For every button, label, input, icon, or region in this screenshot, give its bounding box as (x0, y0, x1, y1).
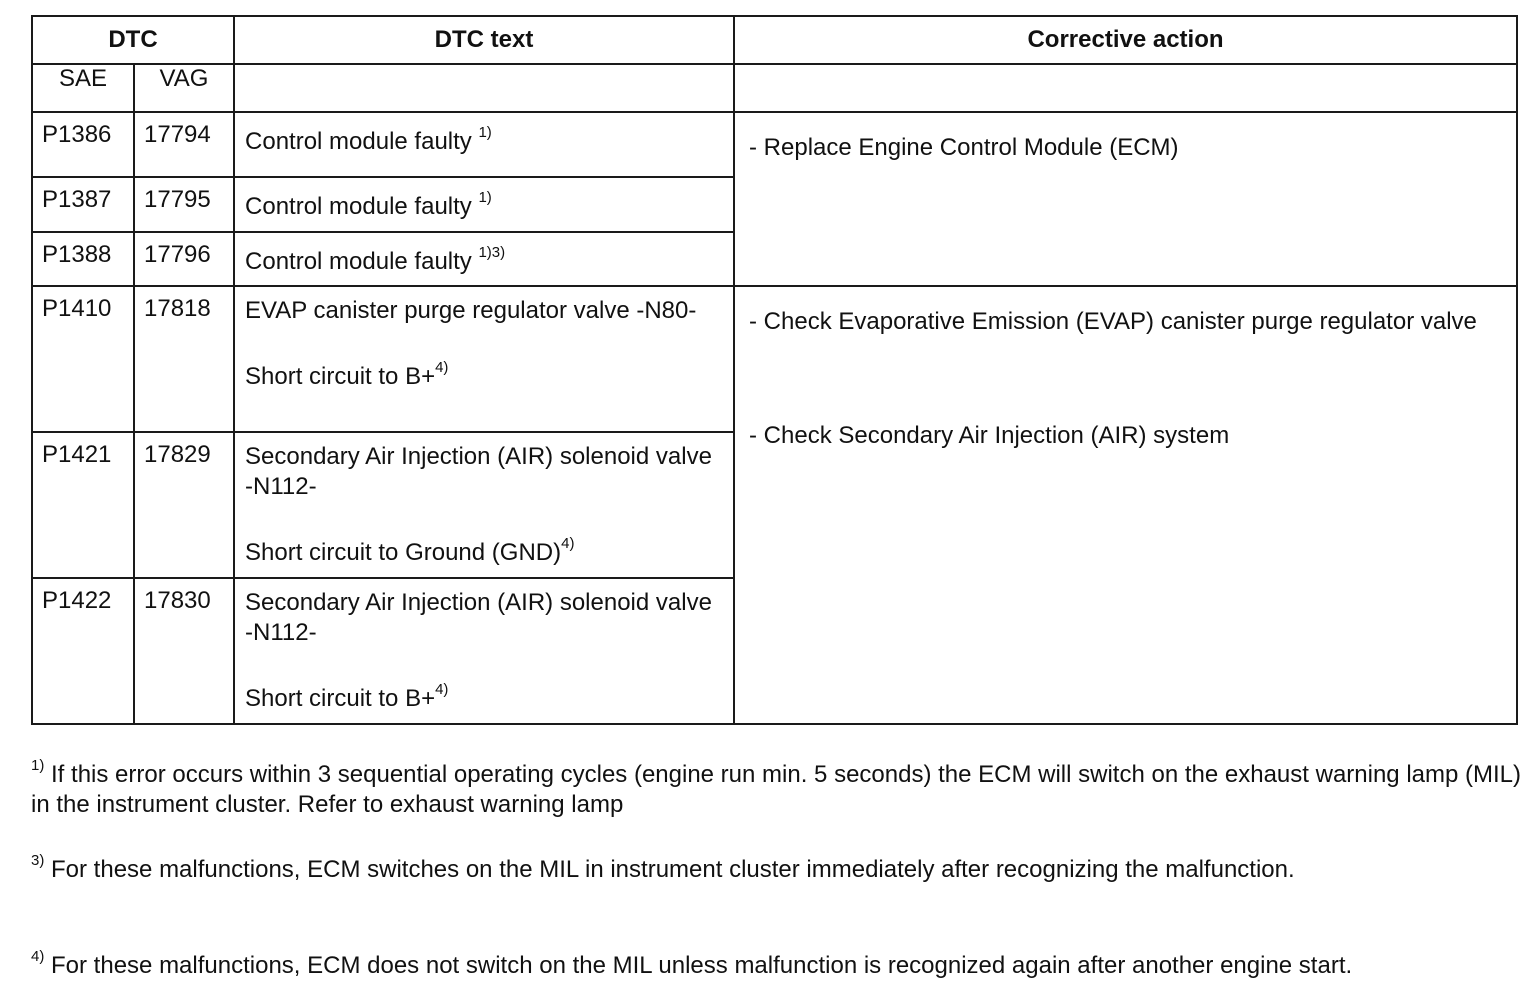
vag-code: 17830 (134, 578, 234, 724)
vag-code: 17795 (134, 177, 234, 232)
dtc-description: Control module faulty (245, 248, 472, 275)
footnote-ref: 4) (561, 535, 575, 552)
footnote-ref: 4) (435, 681, 449, 698)
dtc-description: Control module faulty (245, 193, 472, 220)
dtc-text (234, 177, 734, 232)
footnote-1 (31, 757, 1522, 820)
footnote-marker: 4) (31, 948, 45, 965)
header-corrective-action: Corrective action (734, 16, 1517, 64)
table-row (32, 286, 1517, 432)
header-dtc-text: DTC text (234, 16, 734, 64)
subheader-row (32, 64, 1517, 112)
dtc-text (234, 232, 734, 286)
subheader-empty (234, 64, 734, 112)
sae-code: P1410 (32, 286, 134, 432)
dtc-text (234, 432, 734, 578)
footnote-text: If this error occurs within 3 sequential operating cycles (engine run min. 5 seconds) the ECM will switch on the exhaust warning lamp (MIL) in the instrument cluster. Refer to exhaust warning lamp (31, 761, 1522, 818)
dtc-table (31, 15, 1518, 725)
dtc-text (234, 286, 734, 432)
dtc-detail: Short circuit to Ground (GND) (245, 539, 562, 566)
sae-code: P1386 (32, 112, 134, 177)
sae-code: P1387 (32, 177, 134, 232)
header-sae: SAE (32, 64, 134, 112)
header-vag: VAG (134, 64, 234, 112)
dtc-description: Secondary Air Injection (AIR) solenoid valve -N112- (245, 443, 712, 500)
corrective-action (734, 112, 1517, 286)
vag-code: 17794 (134, 112, 234, 177)
dtc-description: EVAP canister purge regulator valve -N80- (245, 297, 697, 324)
footnote-marker: 3) (31, 852, 45, 869)
footnote-3 (31, 852, 1521, 885)
subheader-empty (734, 64, 1517, 112)
dtc-description: Secondary Air Injection (AIR) solenoid valve -N112- (245, 589, 712, 646)
footnote-marker: 1) (31, 757, 45, 774)
action-text: - Check Secondary Air Injection (AIR) system (749, 422, 1230, 449)
corrective-action (734, 286, 1517, 724)
header-row (32, 16, 1517, 64)
footnote-text: For these malfunctions, ECM does not switch on the MIL unless malfunction is recognized again after another engine start. (51, 952, 1353, 979)
footnote-4 (31, 948, 1521, 981)
footnote-ref: 4) (435, 359, 449, 376)
sae-code: P1388 (32, 232, 134, 286)
vag-code: 17818 (134, 286, 234, 432)
dtc-text (234, 578, 734, 724)
vag-code: 17829 (134, 432, 234, 578)
footnote-text: For these malfunctions, ECM switches on the MIL in instrument cluster immediately after recognizing the malfunction. (51, 856, 1295, 883)
dtc-description: Control module faulty (245, 128, 472, 155)
sae-code: P1421 (32, 432, 134, 578)
table-row (32, 112, 1517, 177)
footnote-ref: 1)3) (478, 244, 506, 261)
vag-code: 17796 (134, 232, 234, 286)
action-text: - Check Evaporative Emission (EVAP) canister purge regulator valve (749, 308, 1477, 335)
footnote-ref: 1) (478, 189, 492, 206)
sae-code: P1422 (32, 578, 134, 724)
header-dtc: DTC (32, 16, 234, 64)
dtc-text (234, 112, 734, 177)
dtc-detail: Short circuit to B+ (245, 363, 436, 390)
action-text: - Replace Engine Control Module (ECM) (749, 134, 1179, 161)
dtc-detail: Short circuit to B+ (245, 685, 436, 712)
footnote-ref: 1) (478, 124, 492, 141)
